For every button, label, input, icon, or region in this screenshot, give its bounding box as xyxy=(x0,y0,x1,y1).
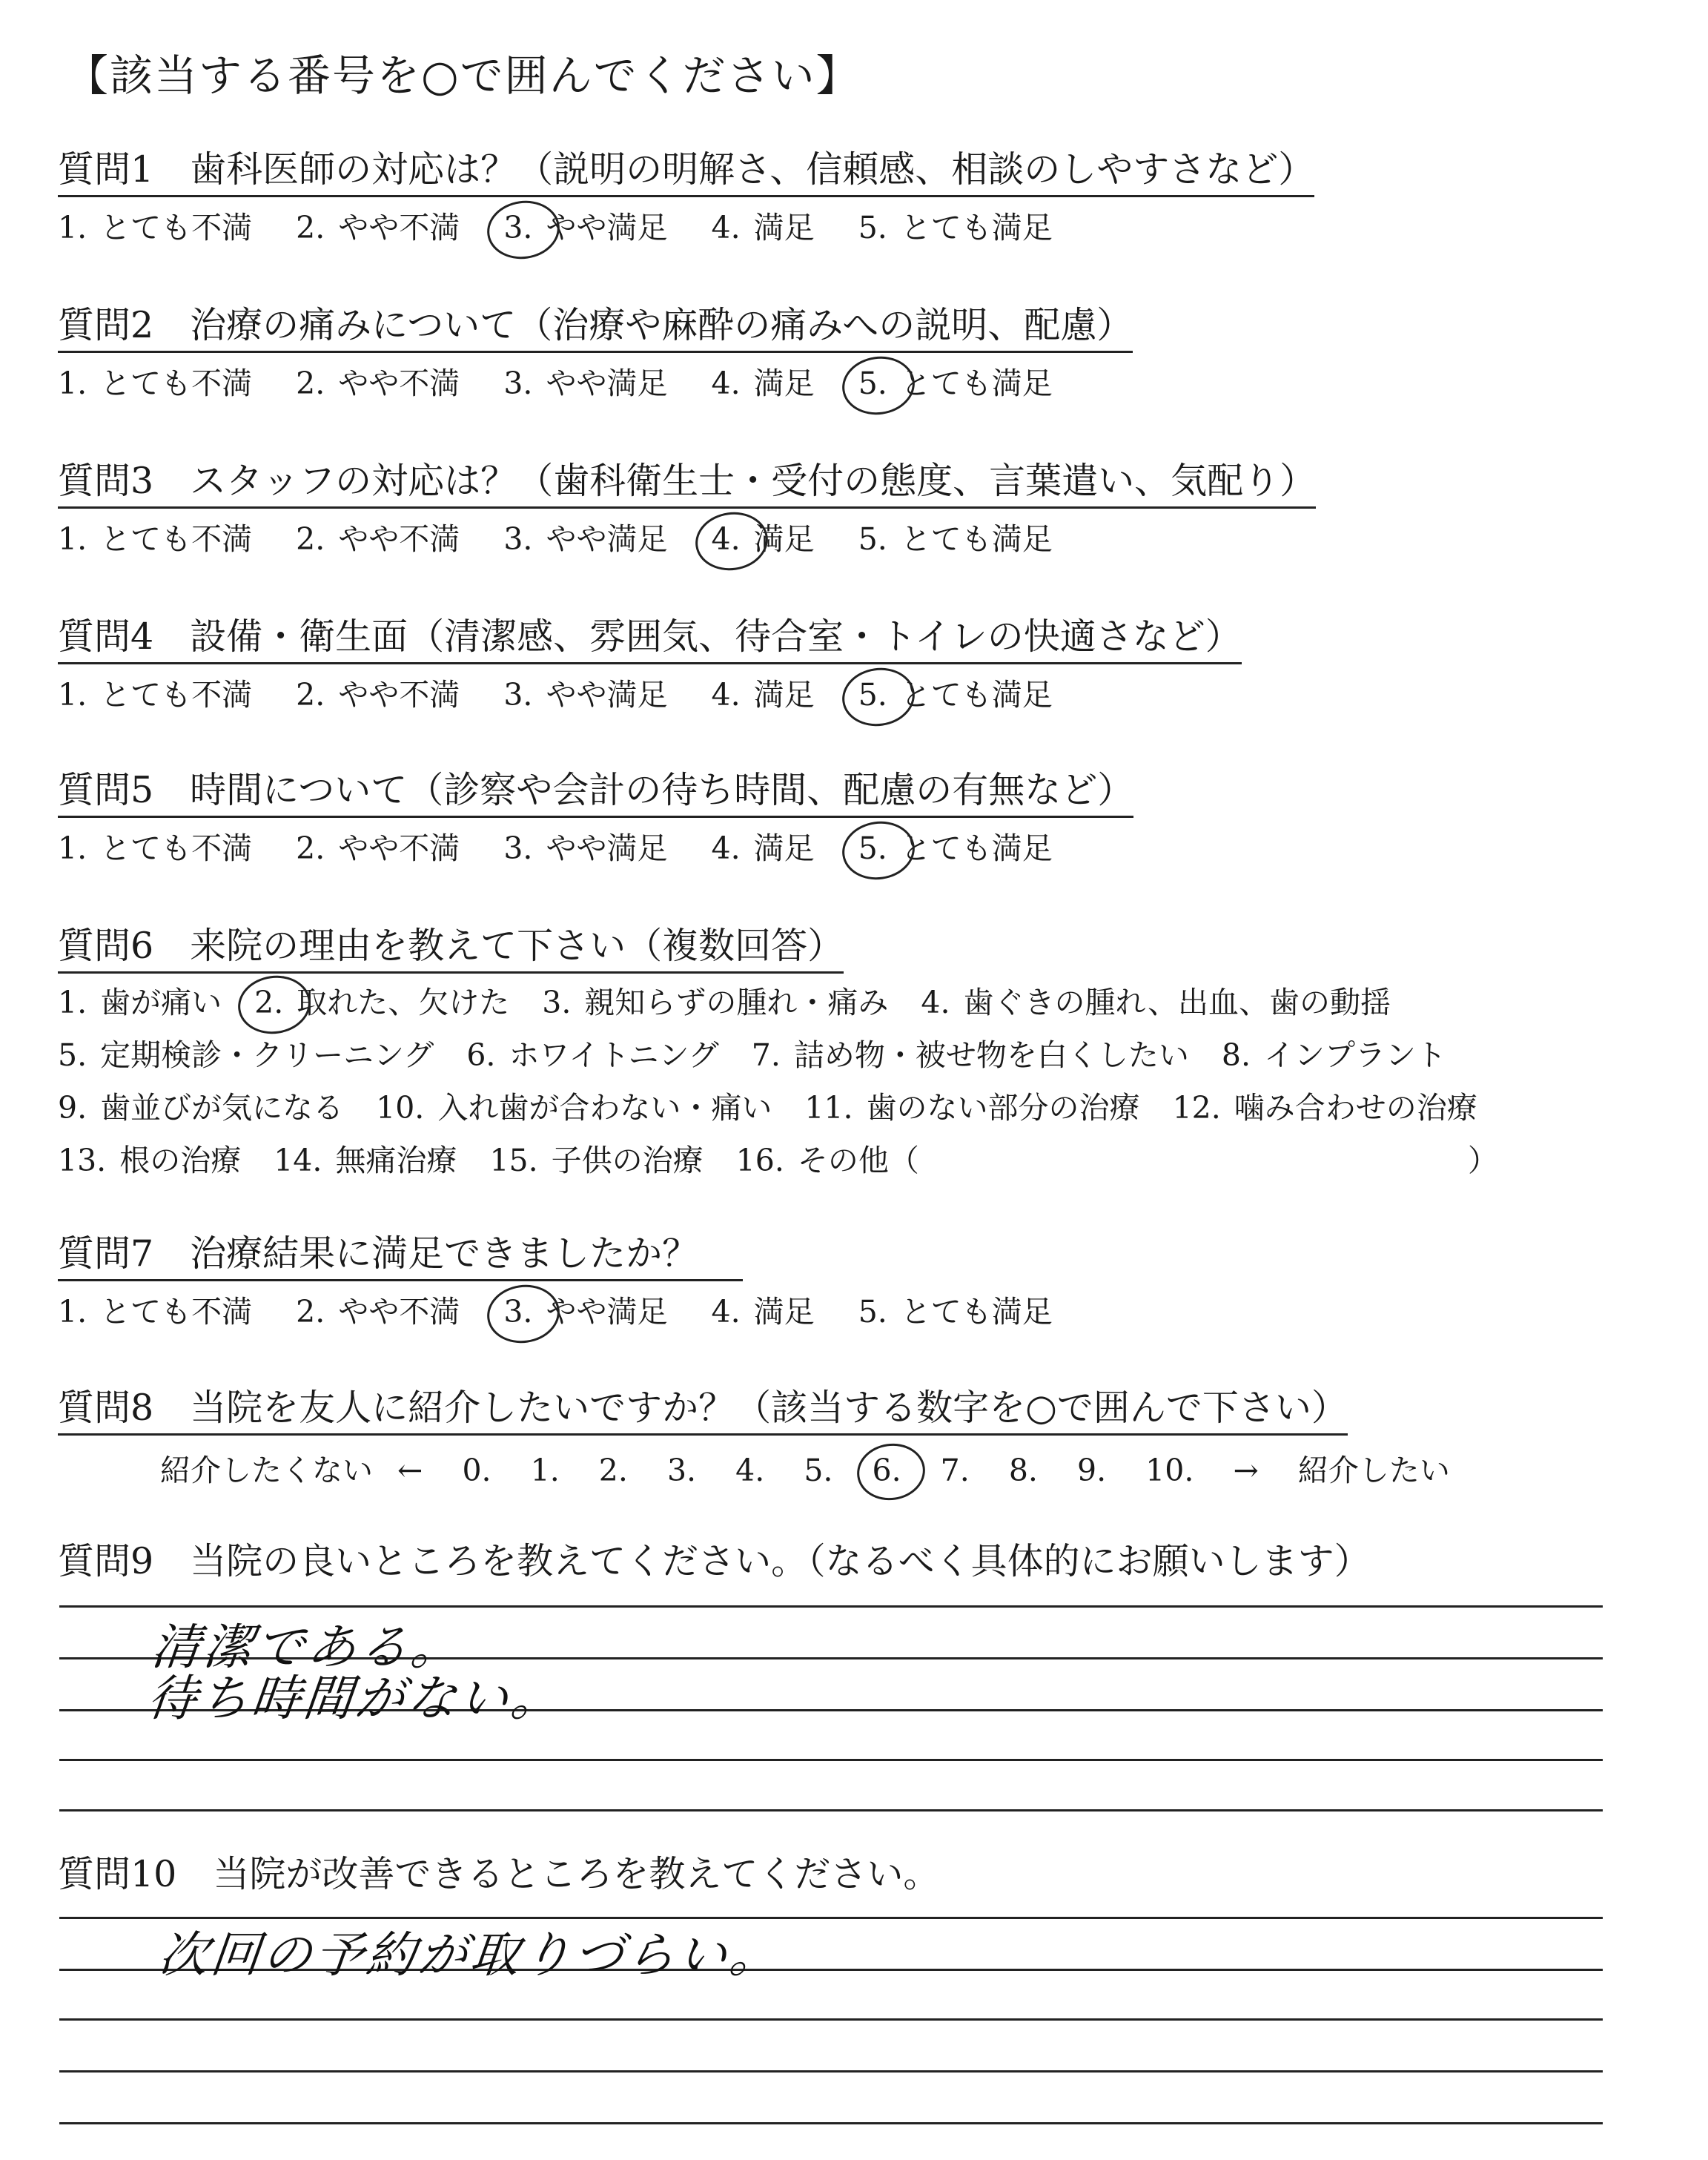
question-8-title: 質問8 当院を友人に紹介したいですか？（該当する数字を○で囲んで下さい） xyxy=(58,1385,1348,1436)
q7-option-4[interactable]: 4. 満足 xyxy=(711,1294,815,1330)
q6-option-4[interactable]: 4. 歯ぐきの腫れ、出血、歯の動揺 xyxy=(921,985,1391,1021)
answer-line xyxy=(59,1809,1603,1811)
question-6-options xyxy=(58,977,1531,1187)
scale-right-label: 紹介したい xyxy=(1297,1453,1450,1489)
question-3 xyxy=(58,458,1316,561)
question-8-scale xyxy=(58,1446,1480,1490)
scale-1[interactable]: 1. xyxy=(530,1453,560,1489)
question-7-options xyxy=(58,1292,1087,1332)
q4-option-5-circled[interactable]: 5. とても満足 xyxy=(858,677,1053,713)
q4-option-3[interactable]: 3. やや満足 xyxy=(503,677,668,713)
q6-option-12[interactable]: 12. 噛み合わせの治療 xyxy=(1172,1090,1477,1126)
q6-option-10[interactable]: 10. 入れ歯が合わない・痛い xyxy=(376,1090,772,1126)
q2-option-3[interactable]: 3. やや満足 xyxy=(503,366,668,402)
q6-option-3[interactable]: 3. 親知らずの腫れ・痛み xyxy=(542,985,889,1021)
question-4-title: 質問4 設備・衛生面（清潔感、雰囲気、待合室・トイレの快適さなど） xyxy=(58,614,1242,664)
q6-line-2 xyxy=(58,1029,1531,1082)
q9-handwritten-answer-2[interactable]: 待ち時間がない。 xyxy=(145,1670,566,1727)
question-8 xyxy=(58,1385,1480,1490)
q6-option-14[interactable]: 14. 無痛治療 xyxy=(274,1143,457,1179)
answer-line xyxy=(59,2018,1603,2021)
q1-option-4[interactable]: 4. 満足 xyxy=(711,210,815,246)
arrow-left-icon: ← xyxy=(397,1453,423,1489)
q6-option-2-circled[interactable]: 2. 取れた、欠けた xyxy=(254,985,510,1021)
q5-option-2[interactable]: 2. やや不満 xyxy=(296,830,460,867)
scale-3[interactable]: 3. xyxy=(666,1453,697,1489)
scale-7[interactable]: 7. xyxy=(940,1453,970,1489)
question-7 xyxy=(58,1231,1087,1333)
q6-line-3 xyxy=(58,1082,1531,1135)
arrow-right-icon: → xyxy=(1233,1453,1259,1489)
question-6 xyxy=(58,923,1531,1187)
question-6-title: 質問6 来院の理由を教えて下さい（複数回答） xyxy=(58,923,844,974)
q6-option-8[interactable]: 8. インプラント xyxy=(1221,1037,1446,1074)
scale-0[interactable]: 0. xyxy=(462,1453,491,1489)
answer-line xyxy=(59,2070,1603,2073)
scale-6-circled[interactable]: 6. xyxy=(872,1453,901,1489)
question-2-options xyxy=(58,363,1133,404)
q10-handwritten-answer-1[interactable]: 次回の予約が取りづらい。 xyxy=(156,1926,785,1984)
question-5 xyxy=(58,767,1133,870)
q6-option-11[interactable]: 11. 歯のない部分の治療 xyxy=(804,1090,1140,1126)
question-2 xyxy=(58,303,1133,405)
q6-option-9[interactable]: 9. 歯並びが気になる xyxy=(58,1090,344,1126)
q6-line-1 xyxy=(58,977,1531,1029)
q4-option-2[interactable]: 2. やや不満 xyxy=(296,677,460,713)
answer-line xyxy=(59,1759,1603,1761)
q3-option-3[interactable]: 3. やや満足 xyxy=(503,521,668,558)
q6-option-7[interactable]: 7. 詰め物・被せ物を白くしたい xyxy=(751,1037,1189,1074)
question-10-title: 質問10 当院が改善できるところを教えてください。 xyxy=(58,1853,940,1895)
q4-option-4[interactable]: 4. 満足 xyxy=(711,677,815,713)
question-2-title: 質問2 治療の痛みについて（治療や麻酔の痛みへの説明、配慮） xyxy=(58,303,1133,353)
scale-left-label: 紹介したくない xyxy=(160,1453,373,1489)
q5-option-5-circled[interactable]: 5. とても満足 xyxy=(858,830,1053,867)
scale-5[interactable]: 5. xyxy=(804,1453,833,1489)
q6-line-4 xyxy=(58,1135,1531,1187)
q3-option-4-circled[interactable]: 4. 満足 xyxy=(711,521,815,558)
q6-option-15[interactable]: 15. 子供の治療 xyxy=(489,1143,704,1179)
question-10 xyxy=(58,1852,939,1897)
q5-option-3[interactable]: 3. やや満足 xyxy=(503,830,668,867)
answer-line xyxy=(59,2122,1603,2124)
q9-handwritten-answer-1[interactable]: 清潔である。 xyxy=(148,1619,466,1676)
scale-4[interactable]: 4. xyxy=(735,1453,765,1489)
question-1-options xyxy=(58,208,1314,248)
q6-option-16[interactable]: 16. その他（ ） xyxy=(735,1143,1498,1179)
scale-9[interactable]: 9. xyxy=(1077,1453,1107,1489)
q6-option-5[interactable]: 5. 定期検診・クリーニング xyxy=(58,1037,434,1074)
q1-option-5[interactable]: 5. とても満足 xyxy=(858,210,1053,246)
q2-option-5-circled[interactable]: 5. とても満足 xyxy=(858,366,1053,402)
scale-2[interactable]: 2. xyxy=(598,1453,628,1489)
q3-option-1[interactable]: 1. とても不満 xyxy=(58,521,253,558)
q3-option-5[interactable]: 5. とても満足 xyxy=(858,521,1053,558)
q7-option-2[interactable]: 2. やや不満 xyxy=(296,1294,460,1330)
q1-option-2[interactable]: 2. やや不満 xyxy=(296,210,460,246)
q7-option-1[interactable]: 1. とても不満 xyxy=(58,1294,253,1330)
q1-option-1[interactable]: 1. とても不満 xyxy=(58,210,253,246)
question-3-options xyxy=(58,519,1316,560)
q2-option-4[interactable]: 4. 満足 xyxy=(711,366,815,402)
question-3-title: 質問3 スタッフの対応は？（歯科衛生士・受付の態度、言葉遣い、気配り） xyxy=(58,458,1316,509)
page-heading: 【該当する番号を○で囲んでください】 xyxy=(65,50,861,101)
scale-8[interactable]: 8. xyxy=(1008,1453,1038,1489)
question-1 xyxy=(58,147,1314,249)
q2-option-1[interactable]: 1. とても不満 xyxy=(58,366,253,402)
q6-option-6[interactable]: 6. ホワイトニング xyxy=(466,1037,719,1074)
q5-option-1[interactable]: 1. とても不満 xyxy=(58,830,253,867)
q3-option-2[interactable]: 2. やや不満 xyxy=(296,521,460,558)
scale-10[interactable]: 10. xyxy=(1145,1453,1194,1489)
question-5-title: 質問5 時間について（診察や会計の待ち時間、配慮の有無など） xyxy=(58,767,1133,818)
question-4-options xyxy=(58,675,1242,716)
question-4 xyxy=(58,614,1242,716)
question-9-title: 質問9 当院の良いところを教えてください。（なるべく具体的にお願いします） xyxy=(58,1540,1371,1582)
question-7-title: 質問7 治療結果に満足できましたか？ xyxy=(58,1231,743,1281)
q4-option-1[interactable]: 1. とても不満 xyxy=(58,677,253,713)
question-1-title: 質問1 歯科医師の対応は？（説明の明解さ、信頼感、相談のしやすさなど） xyxy=(58,147,1314,197)
q5-option-4[interactable]: 4. 満足 xyxy=(711,830,815,867)
q6-option-1[interactable]: 1. 歯が痛い xyxy=(58,985,222,1021)
q2-option-2[interactable]: 2. やや不満 xyxy=(296,366,460,402)
question-5-options xyxy=(58,828,1133,869)
q1-option-3-circled[interactable]: 3. やや満足 xyxy=(503,210,668,246)
q7-option-5[interactable]: 5. とても満足 xyxy=(858,1294,1053,1330)
q6-option-13[interactable]: 13. 根の治療 xyxy=(58,1143,242,1179)
q7-option-3-circled[interactable]: 3. やや満足 xyxy=(503,1294,668,1330)
question-9 xyxy=(58,1539,1371,1584)
